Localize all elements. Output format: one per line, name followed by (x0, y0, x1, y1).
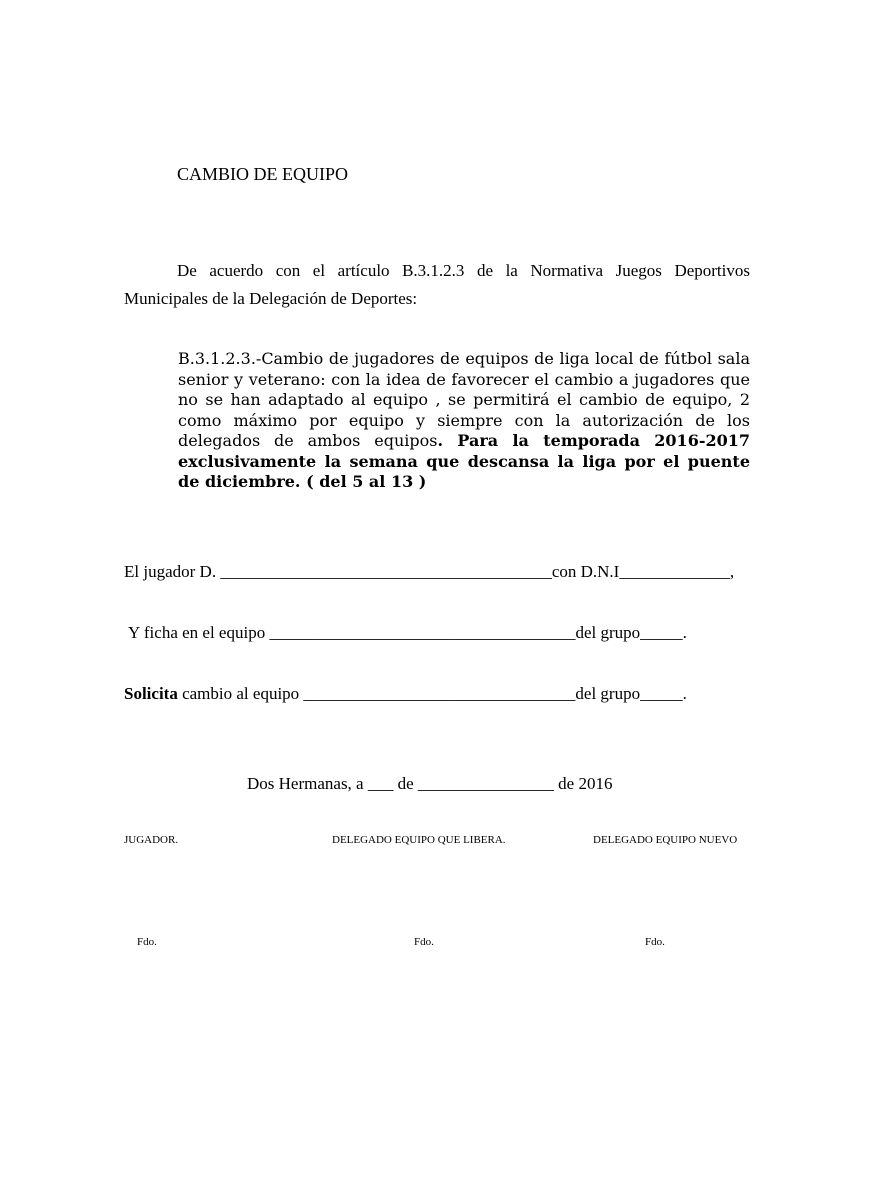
regulation-quote (178, 349, 750, 493)
request-line: cambio al equipo ________________________________del grupo_____. (177, 684, 687, 703)
intro-line-2: Municipales de la Delegación de Deportes: (124, 289, 418, 308)
date-line: Dos Hermanas, a ___ de ________________ de 2016 (247, 774, 613, 793)
request-label: Solicita (124, 684, 178, 703)
intro-line-1: De acuerdo con el artículo B.3.1.2.3 de la Normativa Juegos Deportivos (177, 261, 750, 280)
intro-paragraph (124, 257, 750, 313)
regulation-bold-text: . Para la temporada 2016-2017 exclusivamente la semana que descansa la liga por el puente de diciembre. ( del 5 al 13 ) (178, 431, 750, 491)
current-team-field: Y ficha en el equipo ____________________________________del grupo_____. (128, 623, 687, 642)
player-name-field: El jugador D. _______________________________________con D.N.I_____________, (124, 562, 735, 581)
signature-label-player: JUGADOR. (124, 834, 179, 846)
signature-label-releasing-delegate: DELEGADO EQUIPO QUE LIBERA. (332, 834, 506, 846)
signature-label-new-delegate: DELEGADO EQUIPO NUEVO (593, 834, 738, 846)
signature-fdo-releasing-delegate: Fdo. (414, 936, 434, 948)
signature-fdo-new-delegate: Fdo. (645, 936, 665, 948)
signature-fdo-player: Fdo. (137, 936, 157, 948)
document-title: CAMBIO DE EQUIPO (177, 164, 348, 184)
regulation-text: B.3.1.2.3.-Cambio de jugadores de equipos de liga local de fútbol sala senior y veterano: con la idea de favorecer el cambio a jugadores que no se han adaptado al equipo , se permitirá el cambio de equipo, 2 como máximo por equipo y siempre con la autorización de los delegados de ambos equipos (178, 349, 750, 450)
request-team-field (124, 684, 687, 704)
